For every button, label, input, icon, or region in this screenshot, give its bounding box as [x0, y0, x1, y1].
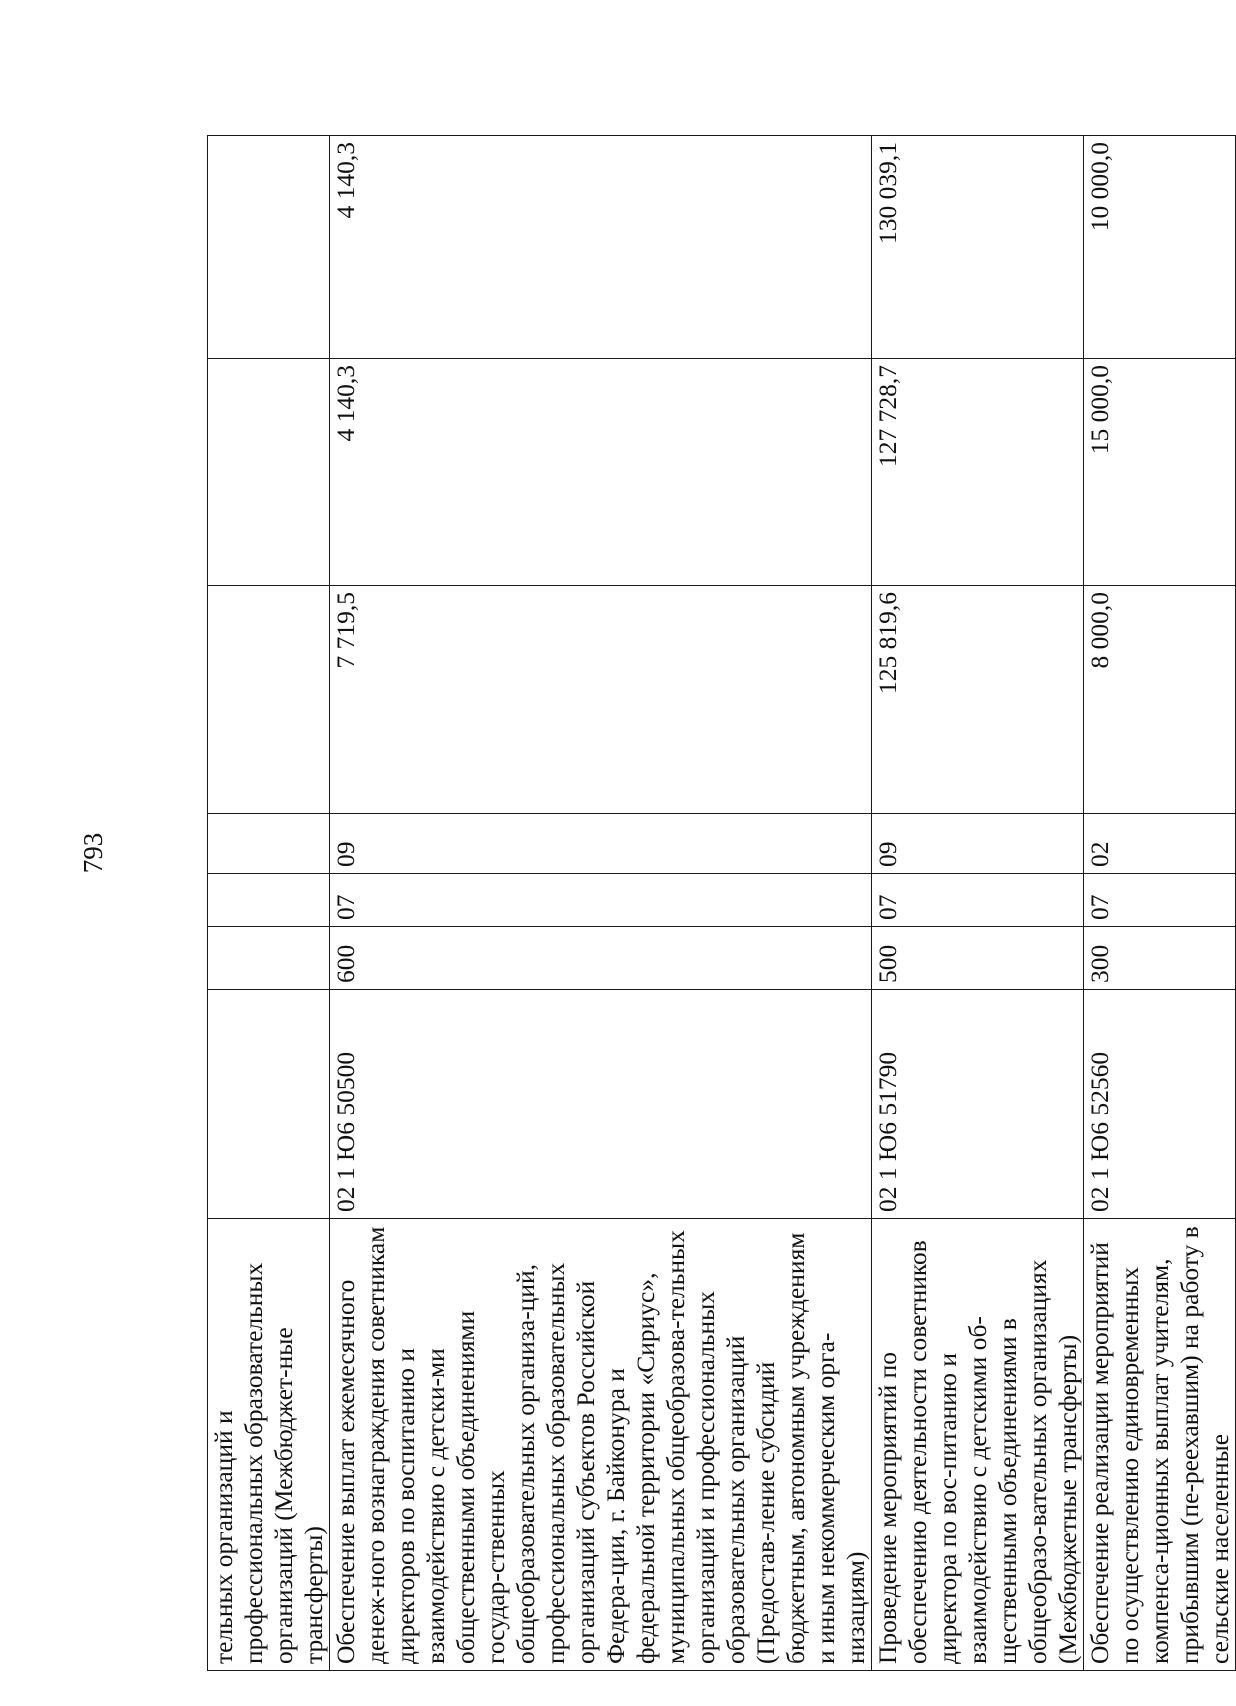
table-row [1084, 136, 1236, 1671]
row-target-article-code [208, 990, 330, 1219]
row-amount-year-2 [208, 359, 330, 586]
row-amount-year-3 [208, 136, 330, 359]
row-section-code: 07 [330, 874, 872, 927]
row-expense-type-code: 600 [330, 927, 872, 990]
row-amount-year-1 [208, 586, 330, 814]
row-subsection-code: 09 [872, 814, 1084, 874]
row-expense-type-code [208, 927, 330, 990]
row-section-code [208, 874, 330, 927]
row-description: Обеспечение выплат ежемесячного денеж-ного вознаграждения советникам директоров по воспитанию и взаимодействию с детски-ми общественными объединениями государ-ственных общеобразовательных организа-ций, профессиональных образовательных организаций субъектов Российской Федера-ции, г. Байконура и федеральной территории «Сириус», муниципальных общеобразова-тельных организаций и профессиональных образовательных организаций (Предостав-ление субсидий бюджетным, автономным учреждениям и иным некоммерческим орга-низациям) [330, 1219, 872, 1671]
row-amount-year-2: 4 140,3 [330, 359, 872, 586]
row-amount-year-3: 130 039,1 [872, 136, 1084, 359]
row-target-article-code: 02 1 Ю6 52560 [1084, 990, 1236, 1219]
page-number: 793 [78, 832, 108, 874]
row-amount-year-1: 125 819,6 [872, 586, 1084, 814]
row-section-code: 07 [1084, 874, 1236, 927]
row-subsection-code [208, 814, 330, 874]
table-row [330, 136, 872, 1671]
row-amount-year-2: 127 728,7 [872, 359, 1084, 586]
row-section-code: 07 [872, 874, 1084, 927]
row-amount-year-3: 4 140,3 [330, 136, 872, 359]
row-subsection-code: 09 [330, 814, 872, 874]
row-amount-year-3: 10 000,0 [1084, 136, 1236, 359]
table-row [208, 136, 330, 1671]
row-subsection-code: 02 [1084, 814, 1236, 874]
row-description: Обеспечение реализации мероприятий по осуществлению единовременных компенса-ционных выплат учителям, прибывшим (пе-реехавшим) на работу в сельские населенные [1084, 1219, 1236, 1671]
row-amount-year-1: 7 719,5 [330, 586, 872, 814]
row-amount-year-2: 15 000,0 [1084, 359, 1236, 586]
budget-table [207, 135, 1236, 1671]
row-expense-type-code: 500 [872, 927, 1084, 990]
row-target-article-code: 02 1 Ю6 51790 [872, 990, 1084, 1219]
table-row [872, 136, 1084, 1671]
row-target-article-code: 02 1 Ю6 50500 [330, 990, 872, 1219]
row-description: тельных организаций и профессиональных образовательных организаций (Межбюджет-ные трансферты) [208, 1219, 330, 1671]
row-description: Проведение мероприятий по обеспечению деятельности советников директора по вос-питанию и взаимодействию с детскими об-щественными объединениями в общеобразо-вательных организациях (Межбюджетные трансферты) [872, 1219, 1084, 1671]
row-amount-year-1: 8 000,0 [1084, 586, 1236, 814]
row-expense-type-code: 300 [1084, 927, 1236, 990]
